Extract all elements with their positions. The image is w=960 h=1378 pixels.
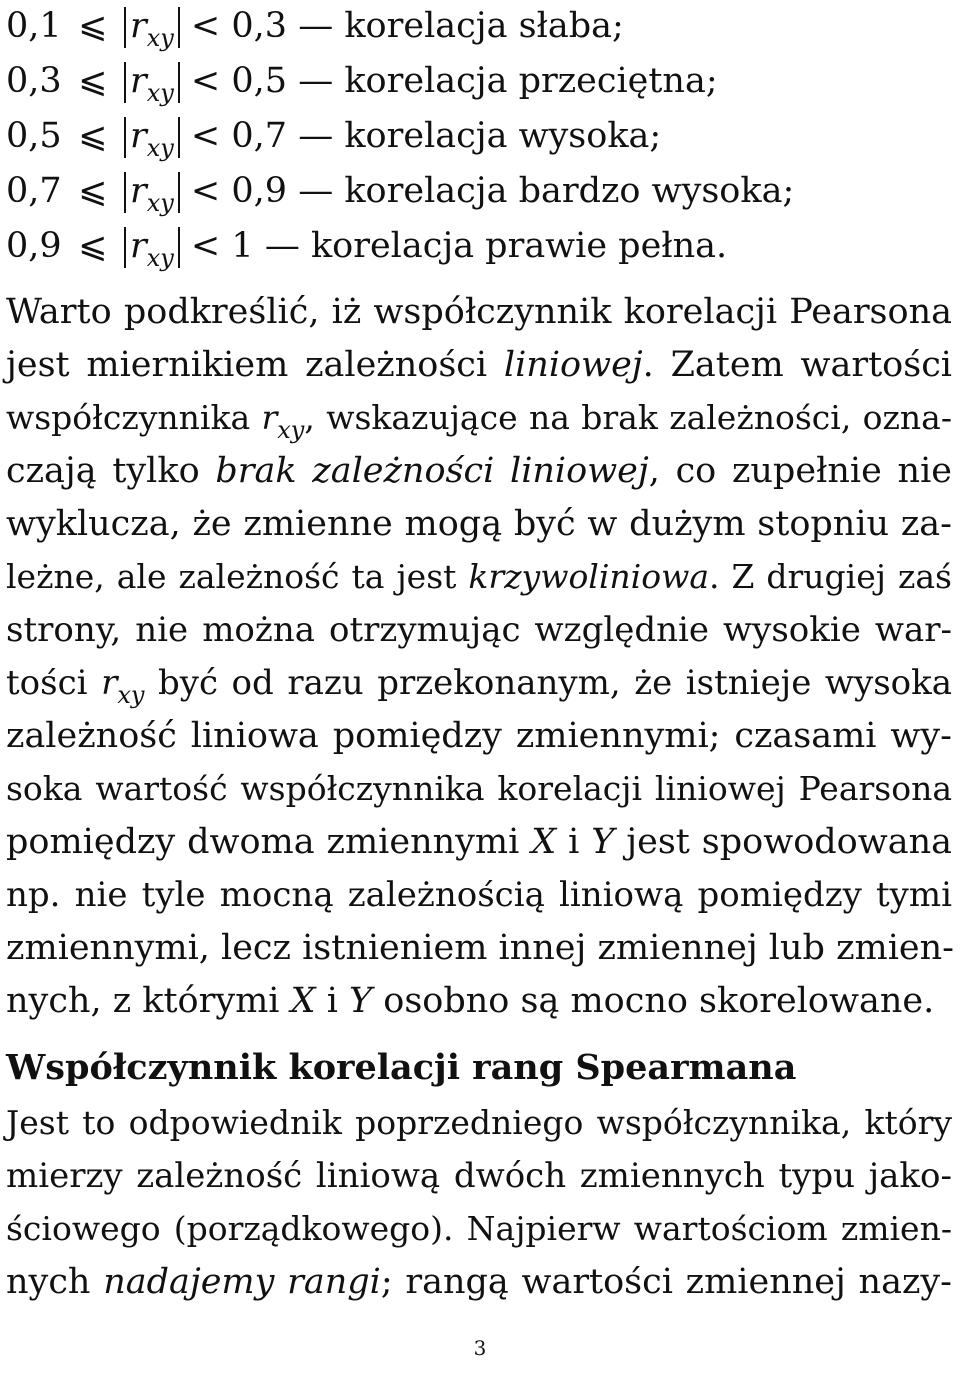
r-symbol: r [101,663,118,703]
para-line [6,710,952,762]
para-line [6,657,952,709]
para-text: nych, z którymi [6,981,291,1021]
abs-r-xy [124,6,180,52]
para-text: mierzy zależność liniową dwóch zmiennych typu jako- [6,1156,952,1196]
scale-high: 1 [231,226,254,266]
scale-high: 0,5 [231,61,288,101]
emphasis-text: brak zależności liniowej [215,451,649,491]
para-text: zależność liniowa pomiędzy zmiennymi; czasami wy- [6,716,952,756]
para-text: strony, nie można otrzymując względnie wysokie war- [6,610,952,650]
leq-symbol: ⩽ [78,226,108,266]
leq-symbol: ⩽ [78,171,108,211]
scale-desc: korelacja prawie pełna. [310,226,728,266]
para-text: osobno są mocno skorelowane. [372,981,935,1021]
xy-subscript: xy [146,244,174,272]
variable-x: X [531,822,557,862]
scale-line [6,0,624,52]
scale-desc: korelacja wysoka; [344,116,662,156]
para-line [6,445,952,497]
para-line [6,551,952,603]
para-text: Warto podkreślić, iż współczynnik korelacji Pearsona [6,292,952,332]
scale-line [6,55,718,107]
para-text: pomiędzy dwoma zmiennymi [6,822,532,862]
r-symbol: r [261,398,278,437]
scale-desc: korelacja przeciętna; [344,61,718,101]
scale-line [6,165,794,217]
para-text: . Zatem wartości [642,345,952,385]
para-text: ; rangą wartości zmiennej nazy- [380,1262,952,1302]
dash: — [298,116,334,156]
para-line [6,922,952,974]
para-text: jest spowodowana [614,822,952,862]
emphasis-text: liniowej [503,345,643,385]
para-line [6,498,952,550]
para-text: ściowego (porządkowego). Najpierw wartościom zmien- [6,1209,952,1248]
para-text: np. nie tyle mocną zależnością liniową pomiędzy tymi [6,875,952,915]
xy-subscript: xy [146,24,174,52]
para-text: być od razu przekonanym, że istnieje wysoka [144,663,953,703]
abs-r-xy [124,171,180,217]
para-line [6,1150,952,1202]
scale-low: 0,9 [6,226,62,266]
para-line [6,975,934,1027]
abs-r-xy [124,61,180,107]
xy-subscript: xy [117,681,145,709]
para-line [6,763,952,815]
para-text: , co zupełnie nie [648,451,952,491]
para-text: wyklucza, że zmienne mogą być w dużym stopniu za- [6,504,952,544]
para-text: zmiennymi, lecz istnieniem innej zmiennej lub zmien- [6,928,954,968]
variable-x: X [290,981,316,1021]
emphasis-text: nadajemy rangi [103,1262,381,1302]
para-line [6,816,952,868]
para-line [6,604,952,656]
r-symbol: r [129,226,147,266]
para-text: czają tylko [6,451,216,491]
r-symbol: r [129,116,147,156]
scale-low: 0,7 [6,171,62,211]
scale-line [6,220,727,272]
para-line [6,1097,952,1149]
lt-symbol: < [190,226,221,266]
dash: — [298,6,334,46]
xy-subscript: xy [277,416,305,444]
variable-y: Y [591,822,615,862]
para-text: i [315,981,350,1021]
para-line [6,1256,952,1308]
emphasis-text: krzywoliniowa [468,557,710,596]
abs-r-xy [124,226,180,272]
abs-r-xy [124,116,180,162]
lt-symbol: < [190,61,221,101]
section-heading: Współczynnik korelacji rang Spearmana [6,1047,797,1088]
para-text: nych [6,1262,104,1302]
para-text: leżne, ale zależność ta jest [6,557,469,596]
page-number: 3 [473,1336,487,1360]
scale-high: 0,3 [231,6,288,46]
para-line [6,1203,952,1255]
dash: — [264,226,300,266]
leq-symbol: ⩽ [78,61,108,101]
lt-symbol: < [190,116,221,156]
para-text: Jest to odpowiednik poprzedniego współczynnika, który [6,1103,952,1142]
scale-low: 0,1 [6,6,62,46]
para-line [6,392,952,444]
para-text: współczynnika [6,398,262,437]
scale-low: 0,3 [6,61,62,101]
lt-symbol: < [190,6,221,46]
r-symbol: r [129,6,147,46]
r-symbol: r [129,61,147,101]
r-symbol: r [129,171,147,211]
para-text: tości [6,663,102,703]
leq-symbol: ⩽ [78,6,108,46]
para-text: soka wartość współczynnika korelacji liniowej Pearsona [6,769,952,808]
para-line [6,286,952,338]
xy-subscript: xy [146,79,174,107]
para-text: . Z drugiej zaś [709,557,952,596]
para-text: , wskazujące na brak zależności, ozna- [304,398,952,437]
dash: — [298,171,334,211]
para-text: i [556,822,592,862]
leq-symbol: ⩽ [78,116,108,156]
lt-symbol: < [190,171,221,211]
scale-line [6,110,661,162]
scale-low: 0,5 [6,116,62,156]
xy-subscript: xy [146,189,174,217]
para-text: jest miernikiem zależności [6,345,504,385]
scale-desc: korelacja słaba; [344,6,624,46]
variable-y: Y [349,981,373,1021]
dash: — [298,61,334,101]
xy-subscript: xy [146,134,174,162]
scale-high: 0,7 [231,116,288,156]
scale-high: 0,9 [231,171,288,211]
para-line [6,339,952,391]
scale-desc: korelacja bardzo wysoka; [344,171,795,211]
para-line [6,869,952,921]
